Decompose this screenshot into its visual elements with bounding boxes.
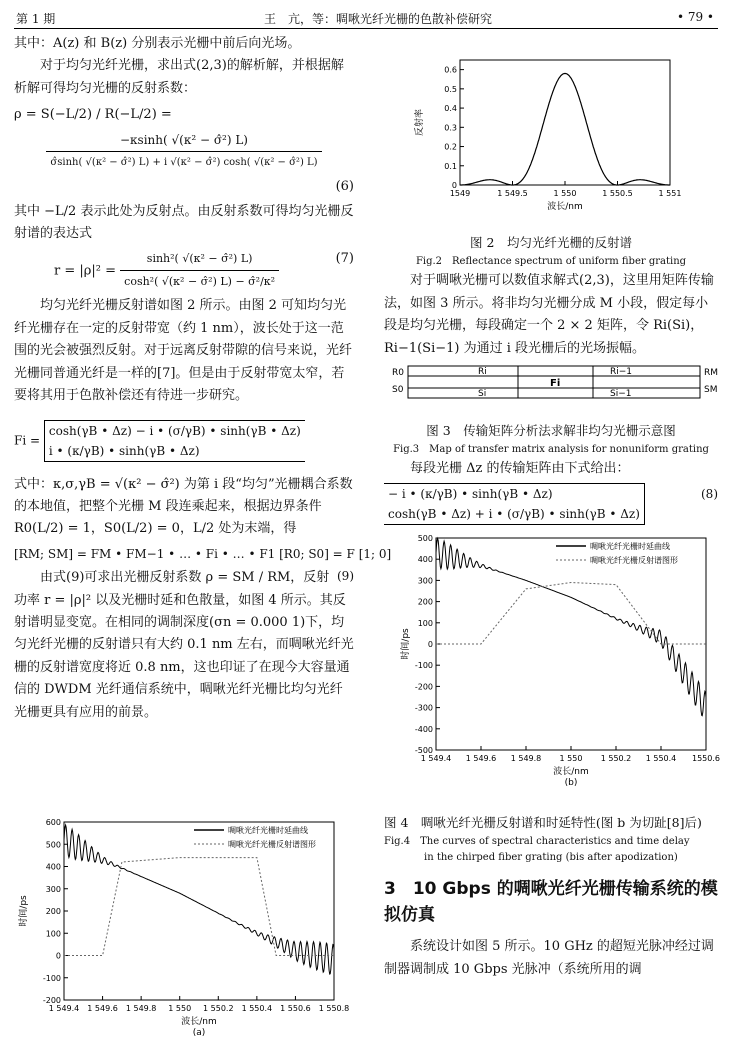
paragraph: 均匀光纤光栅反射谱如图 2 所示。由图 2 可知均匀光纤光栅存在一定的反射带宽（约 1 nm），波长处于这一范围的光会被强烈反射。对于远离反射带隙的信号来说，光纤光栅同普通光纤是一样的[7]。但是由于反射带宽太窄，若要将其用于色散补偿还有待进一步研究。 bbox=[14, 298, 353, 404]
right-column-2 bbox=[384, 416, 718, 527]
equation-6-lhs: ρ = S(−L/2) / R(−L/2) = bbox=[14, 107, 172, 123]
figure-2-caption-en: Fig.2 Reflectance spectrum of uniform fiber grating bbox=[415, 256, 687, 268]
issue-number: 第 1 期 bbox=[16, 12, 56, 26]
running-title: 王 亢，等：啁啾光纤光栅的色散补偿研究 bbox=[264, 12, 493, 26]
paragraph: 对于均匀光纤光栅，求出式(2,3)的解析解，并根据解析解可得均匀光栅的反射系数： bbox=[14, 58, 344, 96]
paragraph: 式中：κ,σ,γB = √(κ² − σ̂²) 为第 i 段“均匀”光栅耦合系数的本地值，把整个光栅 M 段连乘起来，根据边界条件 R0(L/2) = 1，S0(L/2) = 0，L/2 处为末端，得 bbox=[14, 476, 353, 537]
figure-2-chart bbox=[410, 52, 680, 222]
x-tick-label: 1 550.4 bbox=[241, 1004, 273, 1013]
y-tick-label: 400 bbox=[45, 862, 61, 872]
y-tick-label: 200 bbox=[417, 597, 433, 607]
x-tick-label: 1 549.4 bbox=[48, 1004, 80, 1013]
y-tick-label: 0 bbox=[427, 640, 433, 649]
figure-4b-chart bbox=[396, 532, 718, 802]
x-tick-label: 1549 bbox=[449, 189, 471, 198]
fi-lhs: Fi = bbox=[14, 433, 41, 447]
label-r0: R0 bbox=[392, 368, 404, 378]
figure-2-caption: 图 2 均匀光纤光栅的反射谱 bbox=[470, 235, 632, 250]
legend-label-delay: 啁啾光纤光栅时延曲线 bbox=[228, 826, 308, 835]
y-tick-label: -100 bbox=[414, 661, 433, 671]
x-tick-label: 1 550 bbox=[553, 189, 577, 198]
y-axis-label: 时间/ps bbox=[19, 895, 29, 927]
series-reflectance-curve bbox=[436, 583, 706, 645]
label-fi: Fi bbox=[550, 378, 561, 389]
label-s0: S0 bbox=[392, 385, 404, 395]
header-rule bbox=[14, 28, 718, 29]
paragraph: 其中：A(z) 和 B(z) 分别表示光栅中前后向光场。 bbox=[14, 36, 301, 51]
x-tick-label: 1 550 bbox=[168, 1004, 192, 1013]
x-tick-label: 1 549.6 bbox=[87, 1004, 118, 1013]
y-tick-label: 0.1 bbox=[444, 161, 457, 171]
y-tick-label: 300 bbox=[417, 576, 433, 586]
figure-4-caption: 图 4 啁啾光纤光栅反射谱和时延特性(图 b 为切趾[8]后) bbox=[384, 815, 702, 830]
y-tick-label: -200 bbox=[414, 682, 433, 692]
y-tick-label: 200 bbox=[45, 907, 61, 916]
x-tick-label: 1 549.8 bbox=[125, 1004, 157, 1013]
matrix-row-1: cosh(γB • Δz) − i • (σ/γB) • sinh(γB • Δz) bbox=[48, 423, 301, 438]
x-tick-label: 1 550.6 bbox=[280, 1004, 311, 1013]
y-tick-label: 0.4 bbox=[444, 104, 457, 114]
y-axis-label: 时间/ps bbox=[401, 628, 411, 660]
legend-label-reflect: 啁啾光纤光栅反射谱图形 bbox=[228, 840, 316, 849]
x-tick-label: 1 549.5 bbox=[497, 189, 528, 198]
equation-7-lhs: r = |ρ|² = bbox=[54, 263, 117, 279]
y-tick-label: 0.2 bbox=[444, 142, 457, 152]
equation-7-numerator: sinh²( √(κ² − σ̂²) L) bbox=[120, 248, 279, 271]
label-rm: RM bbox=[704, 368, 719, 378]
panel-label: (a) bbox=[192, 1028, 206, 1038]
x-axis-label: 波长/nm bbox=[547, 202, 583, 212]
y-tick-label: 0.3 bbox=[444, 123, 457, 133]
label-si1: Si−1 bbox=[610, 389, 632, 399]
paragraph: 由式(9)可求出光栅反射系数 ρ = SM / RM，反射功率 r = |ρ|² 以及光栅时延和色散量，如图 4 所示。其反射谱明显变宽。在相同的调制深度(σn = 0.000 1)下，均匀光纤光栅的反射谱只有大约 0.1 nm 左右，而啁啾光纤光栅的反射谱宽度将近 0.8 nm，这也印证了在现今大容量通信的 DWDM 光纤通信系统中，啁啾光纤光栅比均匀光纤光栅更具有应用的前景。 bbox=[14, 570, 354, 720]
equation-7-denominator: cosh²( √(κ² − σ̂²) L) − σ̂²/κ² bbox=[124, 275, 276, 289]
y-tick-label: 400 bbox=[417, 555, 433, 565]
paragraph: 对于啁啾光栅可以数值求解式(2,3)，这里用矩阵传输法，如图 3 所示。将非均匀光栅分成 M 小段，假定每小段是均匀光栅，每段确定一个 2 × 2 矩阵，令 Ri(Si)，Ri−1(Si−1) 为通过 i 段光栅后的光场振幅。 bbox=[384, 273, 714, 356]
figure-3-caption-en: Fig.3 Map of transfer matrix analysis for nonuniform grating bbox=[393, 444, 709, 456]
figure-4a-chart bbox=[14, 816, 350, 1046]
x-tick-label: 1 550.8 bbox=[318, 1004, 350, 1013]
page-number: • 79 • bbox=[676, 10, 714, 24]
x-tick-label: 1 550.2 bbox=[203, 1004, 234, 1013]
legend-label-delay: 啁啾光纤光栅时延曲线 bbox=[590, 542, 670, 551]
equation-6-number: (6) bbox=[335, 179, 354, 195]
label-ri1: Ri−1 bbox=[610, 367, 633, 377]
equation-8-right: − i • (κ/γB) • sinh(γB • Δz) cosh(γB • Δz) + i • (σ/γB) • sinh(γB • Δz) (8) bbox=[384, 483, 718, 525]
x-tick-label: 1 549.4 bbox=[420, 754, 452, 763]
y-tick-label: 500 bbox=[417, 534, 433, 543]
equation-6-denominator: σ̂sinh( √(κ² − σ̂²) L) + i √(κ² − σ̂²) cosh( √(κ² − σ̂²) L) bbox=[50, 157, 318, 169]
y-tick-label: 0 bbox=[55, 951, 61, 961]
y-tick-label: 0.5 bbox=[444, 84, 457, 94]
equation-9: [RM; SM] = FM • FM−1 • … • Fi • … • F1 [R0; S0] = F [1; 0] (9) bbox=[14, 546, 392, 584]
y-tick-label: 300 bbox=[45, 884, 61, 894]
equation-6 bbox=[14, 129, 354, 175]
y-tick-label: 0.6 bbox=[444, 65, 457, 75]
paragraph: 每段光栅 Δz 的传输矩阵由下式给出： bbox=[410, 461, 630, 477]
x-tick-label: 1 550 bbox=[559, 754, 583, 763]
y-tick-label: -500 bbox=[414, 746, 433, 755]
paragraph: 系统设计如图 5 所示。10 GHz 的超短光脉冲经过调制器调制成 10 Gbps 光脉冲（系统所用的调 bbox=[384, 939, 714, 977]
y-tick-label: 100 bbox=[417, 618, 433, 628]
y-axis-label: 反射率 bbox=[415, 108, 425, 137]
y-tick-label: -400 bbox=[414, 724, 433, 734]
label-ri: Ri bbox=[478, 367, 487, 377]
x-tick-label: 1 550.4 bbox=[645, 754, 677, 763]
x-tick-label: 1 549.8 bbox=[510, 754, 542, 763]
section-title: 3 10 Gbps 的啁啾光纤光栅传输系统的模拟仿真 bbox=[384, 879, 718, 926]
x-axis-label: 波长/nm bbox=[553, 767, 589, 777]
y-tick-label: 100 bbox=[45, 929, 61, 939]
equation-6-numerator: −κsinh( √(κ² − σ̂²) L) bbox=[46, 129, 321, 152]
x-axis-label: 波长/nm bbox=[181, 1017, 217, 1027]
matrix-row-2: i • (κ/γB) • sinh(γB • Δz) bbox=[48, 443, 200, 458]
paragraph: 其中 −L/2 表示此处为反射点。由反射系数可得均匀光栅反射谱的表达式 bbox=[14, 203, 354, 242]
running-header bbox=[14, 6, 718, 26]
y-tick-label: -100 bbox=[42, 973, 61, 983]
series-reflectance-curve bbox=[64, 858, 334, 956]
series-delay-curve bbox=[436, 539, 706, 716]
label-sm: SM bbox=[704, 385, 718, 395]
y-tick-label: 600 bbox=[45, 818, 61, 827]
plot-frame bbox=[460, 60, 670, 185]
panel-label: (b) bbox=[564, 778, 578, 788]
equation-7-number: (7) bbox=[335, 250, 354, 266]
y-tick-label: -200 bbox=[42, 996, 61, 1005]
x-tick-label: 1 550.2 bbox=[600, 754, 632, 763]
y-tick-label: 500 bbox=[45, 840, 61, 850]
equation-7 bbox=[14, 248, 354, 294]
x-tick-label: 1 551 bbox=[658, 189, 682, 198]
left-column bbox=[14, 33, 392, 724]
label-si: Si bbox=[478, 389, 487, 399]
right-column-3: 图 4 啁啾光纤光栅反射谱和时延特性(图 b 为切趾[8]后) Fig.4 The curves of spectral characteristics and time delay in the chirped fiber grating (bis after apodization) 3 10 Gbps 的啁啾光纤光栅传输系统的模拟仿真 系统设计如图 5 所示。10 GHz 的超短光脉冲经过调制器调制成 10 Gbps 光脉冲（系统所用的调 bbox=[384, 808, 718, 981]
right-column bbox=[384, 228, 718, 360]
figure-3-caption: 图 3 传输矩阵分析法求解非均匀光栅示意图 bbox=[426, 423, 676, 438]
y-tick-label: 0 bbox=[451, 181, 457, 190]
y-tick-label: -300 bbox=[414, 703, 433, 713]
equation-8-left bbox=[14, 420, 354, 462]
legend-label-reflect: 啁啾光纤光栅反射谱图形 bbox=[590, 556, 678, 565]
x-tick-label: 1 550.5 bbox=[602, 189, 633, 198]
reflectance-curve bbox=[460, 74, 670, 186]
x-tick-label: 1550.6 bbox=[692, 754, 720, 763]
figure-3-diagram bbox=[388, 362, 718, 402]
x-tick-label: 1 549.6 bbox=[465, 754, 497, 763]
